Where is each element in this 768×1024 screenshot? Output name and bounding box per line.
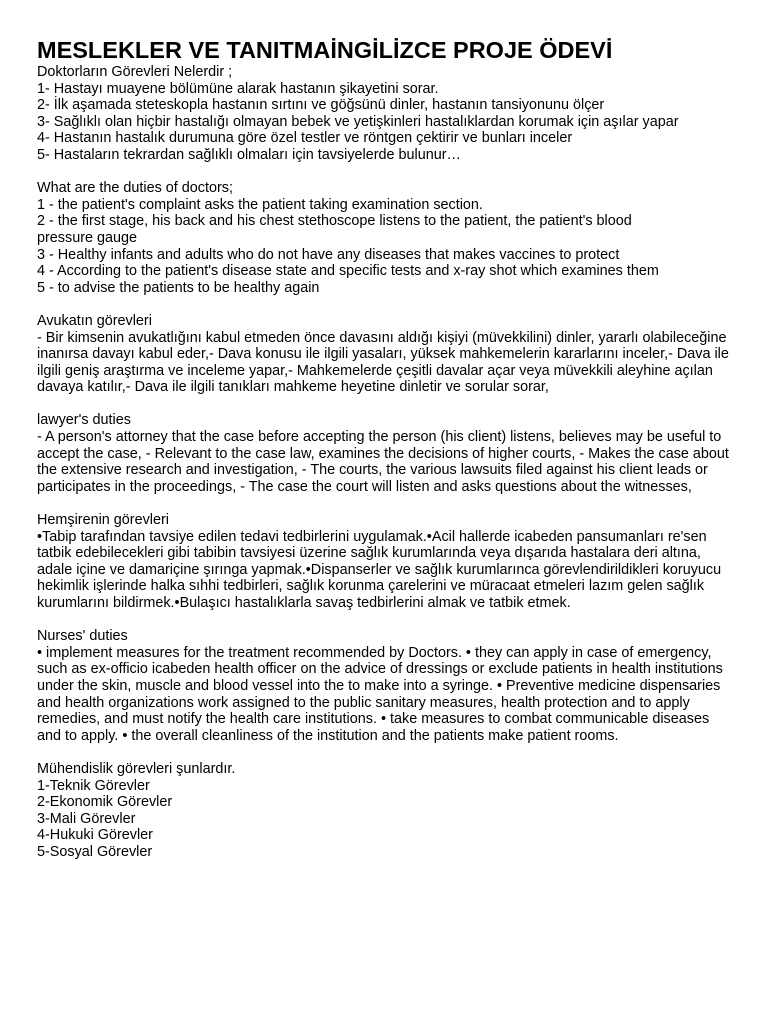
list-item: 4- Hastanın hastalık durumuna göre özel testler ve röntgen çektirir ve bunları inceler — [37, 130, 573, 147]
section-heading: Avukatın görevleri — [37, 312, 152, 329]
section-heading: Mühendislik görevleri şunlardır. — [37, 760, 236, 777]
section-heading: What are the duties of doctors; — [37, 180, 233, 197]
section-nurse-en — [37, 628, 737, 744]
list-item: 5 - to advise the patients to be healthy again — [37, 279, 320, 296]
section-heading: lawyer's duties — [37, 412, 131, 429]
section-heading: Doktorların Görevleri Nelerdir ; — [37, 64, 233, 80]
list-item: 2 - the first stage, his back and his chest stethoscope listens to the patient, the patient's blood — [37, 213, 632, 230]
section-heading: Hemşirenin görevleri — [37, 512, 169, 529]
section-doctors-tr — [37, 64, 737, 164]
list-item: 2-Ekonomik Görevler — [37, 794, 173, 811]
list-item: 3 - Healthy infants and adults who do not have any diseases that makes vaccines to protect — [37, 246, 620, 263]
section-lawyer-en — [37, 412, 737, 495]
section-paragraph: •Tabip tarafından tavsiye edilen tedavi tedbirlerini uygulamak.•Acil hallerde icabeden pansumanları re'sen tatbik edebilecekleri gibi tabibin tavsiyesi üzerine sağlık kurumlarında veya dışarıda hastalara deri altına, adale içine ve damariçine şırınga yapmak.•Dispanserler ve sağlık kurumlarınca görevlendirildikleri koruyucu hekimlik işlerinde halka sıhhi tedbirleri, sağlık korunma çarelerini ve müracaat etmeleri lazım gelen sağlık kurumlarını bildirmek.•Bulaşıcı hastalıklarla savaş tedbirlerini almak ve tatbik etmek. — [37, 528, 722, 611]
section-heading: Nurses' duties — [37, 628, 128, 645]
list-item: pressure gauge — [37, 229, 138, 246]
section-engineering-tr — [37, 761, 737, 861]
list-item: 4-Hukuki Görevler — [37, 827, 153, 844]
section-lawyer-tr — [37, 313, 737, 396]
section-paragraph: - Bir kimsenin avukatlığını kabul etmeden önce davasını aldığı kişiyi (müvekkilini) dinler, yararlı olabileceğine inanırsa davayı kabul eder,- Dava konusu ile ilgili yasaları, yüksek mahkemelerin kararlarını inceler,- Dava ile ilgili geniş araştırma ve inceleme yapar,- Mahkemelerde çeşitli davalar açar veya müvekkili aleyhine açılan davaya katılır,- Dava ile ilgili tanıkları mahkeme heyetine dinletir ve sorular sorar, — [37, 329, 729, 396]
list-item: 2- İlk aşamada steteskopla hastanın sırtını ve göğsünü dinler, hastanın tansiyonunu ölçer — [37, 97, 605, 114]
list-item: 1- Hastayı muayene bölümüne alarak hastanın şikayetini sorar. — [37, 80, 439, 97]
list-item: 5-Sosyal Görevler — [37, 843, 153, 860]
section-paragraph: • implement measures for the treatment recommended by Doctors. • they can apply in case of emergency, such as ex-officio icabeden health officer on the advice of dressings or exclude patients in health institutions under the skin, muscle and blood vessel into the to make into a syringe. • Preventive medicine dispensaries and health organizations work assigned to the public sanitary measures, health protection and to apply remedies, and must notify the health care institutions. • take measures to combat communicable diseases and to apply. • the overall cleanliness of the institution and the patients make patient rooms. — [37, 644, 723, 744]
section-paragraph: - A person's attorney that the case before accepting the person (his client) listens, believes may be useful to accept the case, - Relevant to the case law, examines the decisions of higher courts, - Makes the case about the extensive research and investigation, - The courts, the various lawsuits filed against his client leads or participates in the proceedings, - The case the court will listen and asks questions about the witnesses, — [37, 429, 729, 495]
section-nurse-tr — [37, 512, 737, 612]
list-item: 4 - According to the patient's disease state and specific tests and x-ray shot which examines them — [37, 263, 659, 280]
document-page — [37, 36, 737, 877]
document-title: MESLEKLER VE TANITMAİNGİLİZCE PROJE ÖDEVİ — [37, 37, 613, 63]
list-item: 1-Teknik Görevler — [37, 777, 150, 794]
list-item: 5- Hastaların tekrardan sağlıklı olmaları için tavsiyelerde bulunur… — [37, 146, 461, 163]
list-item: 1 - the patient's complaint asks the patient taking examination section. — [37, 196, 483, 213]
list-item: 3-Mali Görevler — [37, 810, 136, 827]
section-doctors-en — [37, 180, 737, 296]
list-item: 3- Sağlıklı olan hiçbir hastalığı olmayan bebek ve yetişkinleri hastalıklardan korumak için aşılar yapar — [37, 113, 679, 130]
